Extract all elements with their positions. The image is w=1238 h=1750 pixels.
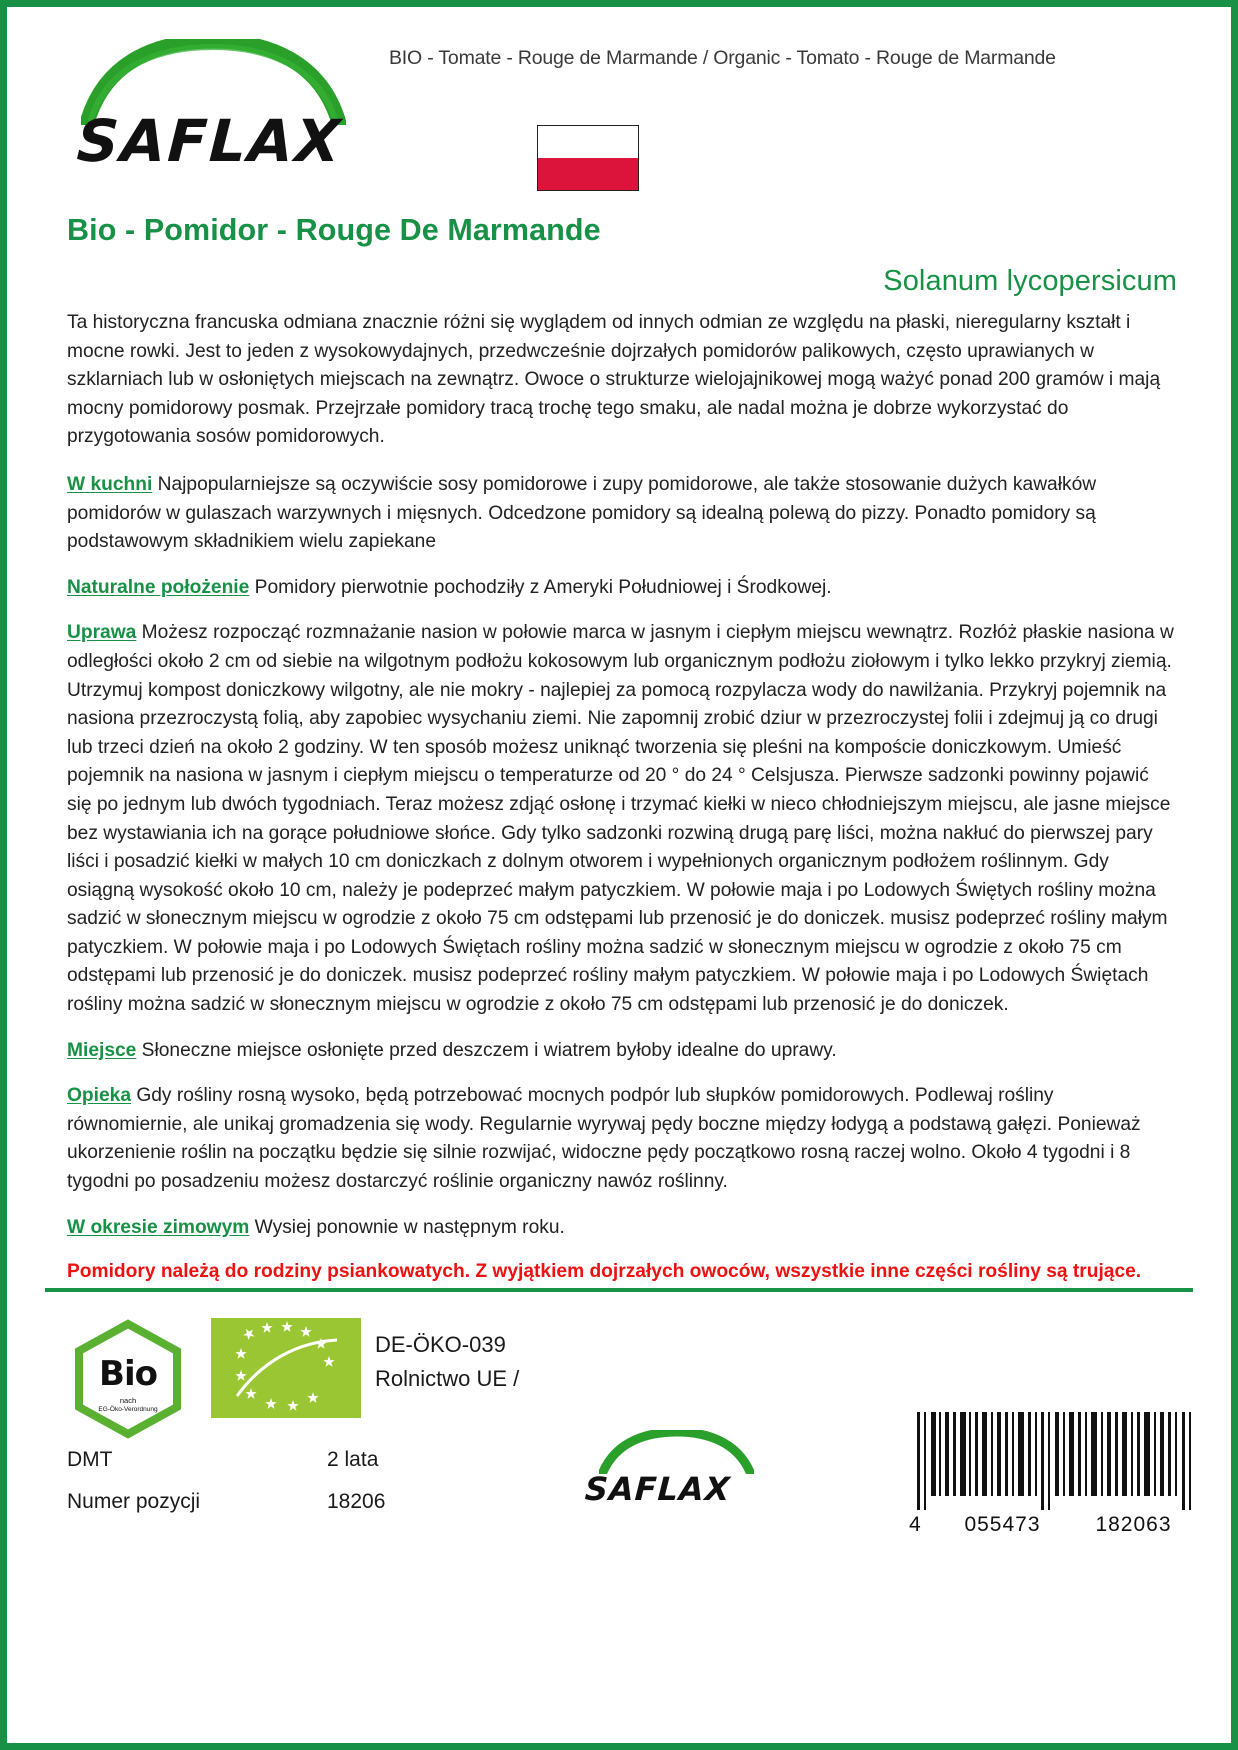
barcode-digits [909,1513,1199,1537]
barcode-lead-digit: 4 [909,1513,922,1536]
place-paragraph [67,1037,1175,1066]
latin-name-row [59,265,1179,309]
origin-label: Naturalne położenie [67,576,250,598]
german-bio-seal-icon [67,1318,189,1440]
cultivation-paragraph [67,619,1175,1019]
saflax-wordmark: SAFLAX [75,107,344,175]
metadata-row [67,1490,607,1514]
care-text: Gdy rośliny rosną wysoko, będą potrzebować mocnych podpór lub słupków pomidorowych. Podlewaj rośliny równomiernie, ale unikaj gromadzenia się wody. Regularnie wyrywaj pędy boczne między łodygą a podstawą gałęzi. Ponieważ ukorzenienie roślin na początku będzie się silnie rozwijać, widoczne pędy początkowo rosną raczej wolno. Około 4 tygodni i 8 tygodni po posadzeniu możesz dostarczyć roślinie organiczny nawóz roślinny. [67,1085,1141,1193]
eu-organic-leaf-icon [211,1318,361,1418]
packet-metadata [67,1448,607,1532]
botanical-name: Solanum lycopersicum [883,265,1177,297]
description-body [59,309,1179,1242]
winter-paragraph [67,1214,1175,1243]
cert-code: DE-ÖKO-039 [375,1332,506,1357]
intro-paragraph: Ta historyczna francuska odmiana znacznie różni się wyglądem od innych odmian ze względu na płaski, nieregularny kształt i mocne rowki. Jest to jeden z wysokowydajnych, przedwcześnie dojrzałych pomidorów palikowych, często uprawianych w szklarniach lub w osłoniętych miejscach na zewnątrz. Owoce o strukturze wielojajnikowej mogą ważyć ponad 200 gramów i mają mocny pomidorowy posmak. Przejrzałe pomidory tracą trochę tego smaku, ale nadal można je dobrze wykorzystać do przygotowania sosów pomidorowych. [67,312,1161,448]
cert-agriculture-line: Rolnictwo UE / [375,1366,520,1391]
barcode-bars-icon [909,1412,1199,1510]
metadata-row [67,1448,607,1472]
dmt-value: 2 lata [327,1448,379,1471]
dmt-label: DMT [67,1448,113,1471]
kitchen-label: W kuchni [67,473,153,495]
barcode [909,1412,1199,1537]
poland-flag-icon [537,125,639,191]
cultivation-label: Uprawa [67,622,137,644]
barcode-group-1: 055473 [964,1513,1041,1536]
bio-seal-text: Bio [99,1354,157,1394]
page-title: Bio - Pomidor - Rouge De Marmande [67,213,601,247]
flag-stripe-red [538,158,638,190]
kitchen-paragraph [67,471,1175,557]
saflax-logo-small [585,1430,785,1530]
item-number-label: Numer pozycji [67,1490,201,1513]
flag-stripe-white [538,126,638,158]
place-label: Miejsce [67,1039,137,1061]
certification-block [375,1328,519,1396]
origin-text: Pomidory pierwotnie pochodziły z Ameryki Południowej i Środkowej. [249,576,832,598]
care-paragraph [67,1082,1175,1196]
barcode-group-2: 182063 [1095,1513,1172,1536]
saflax-logo [71,29,371,189]
kitchen-text: Najpopularniejsze są oczywiście sosy pomidorowe i zupy pomidorowe, ale także stosowanie dużych kawałków pomidorów w gulaszach warzywnych i mięsnych. Odcedzone pomidory są idealną polewą do pizzy. Ponadto pomidory są podstawowym składnikiem wielu zapiekane [67,473,1097,553]
item-number-value: 18206 [327,1490,386,1513]
toxicity-warning: Pomidory należą do rodziny psiankowatych. Z wyjątkiem dojrzałych owoców, wszystkie inne części rośliny są trujące. [67,1261,1142,1283]
origin-paragraph [67,574,1175,603]
product-line-title: BIO - Tomate - Rouge de Marmande / Organic - Tomato - Rouge de Marmande [389,47,1056,69]
packet-footer [45,1302,1201,1735]
packet-header [59,21,1179,207]
saflax-wordmark-small: SAFLAX [584,1470,732,1508]
bio-seal-sub2: EG-Öko-Verordnung [98,1406,158,1413]
place-text: Słoneczne miejsce osłonięte przed deszczem i wiatrem byłoby idealne do uprawy. [136,1039,837,1061]
footer-divider [45,1288,1193,1292]
bio-seal-sub1: nach [119,1396,137,1405]
title-row [59,213,1179,265]
winter-label: W okresie zimowym [67,1216,250,1238]
care-label: Opieka [67,1085,131,1107]
cultivation-text: Możesz rozpocząć rozmnażanie nasion w połowie marca w jasnym i ciepłym miejscu wewnątrz. Rozłóż płaskie nasiona w odległości około 2 cm od siebie na wilgotnym podłożu kokosowym lub organicznym podłożu ziołowym i tylko lekko przykryj ziemią. Utrzymuj kompost doniczkowy wilgotny, ale nie mokry - najlepiej za pomocą rozpylacza wody do nawilżania. Przykryj pojemnik na nasiona przezroczystą folią, aby zapobiec wysychaniu ziemi. Nie zapomnij zrobić dziur w przezroczystej folii i zdejmuj ją co drugi lub trzeci dzień na około 2 godziny. W ten sposób możesz uniknąć tworzenia się pleśni na kompoście doniczkowym. Umieść pojemnik na nasiona w jasnym i ciepłym miejscu o temperaturze od 20 ° do 24 ° Celsjusza. Pierwsze sadzonki powinny pojawić się po jednym lub dwóch tygodniach. Teraz możesz zdjąć osłonę i trzymać kiełki w nieco chłodniejszym miejscu, ale jasne miejsce bez wystawiania ich na gorące południowe słońce. Gdy tylko sadzonki rozwiną drugą parę liści, można nakłuć do pierwszej pary liści i posadzić kiełki w małych 10 cm doniczkach z dolnym otworem i wypełnionych organicznym podłożem roślinnym. Gdy osiągną wysokość około 10 cm, należy je podeprzeć małym patyczkiem. W połowie maja i po Lodowych Świętych rośliny można sadzić w słonecznym miejscu w ogrodzie z około 75 cm odstępami lub przenosić je do doniczek. musisz podeprzeć rośliny małym patyczkiem. W połowie maja i po Lodowych Świętach rośliny można sadzić w słonecznym miejscu w ogrodzie z około 75 cm odstępami lub przenosić je do doniczek. musisz podeprzeć rośliny małym patyczkiem. W połowie maja i po Lodowych Świętach rośliny można sadzić w słonecznym miejscu w ogrodzie z około 75 cm odstępami lub przenosić je do doniczek. [67,622,1174,1016]
winter-text: Wysiej ponownie w następnym roku. [249,1216,565,1238]
